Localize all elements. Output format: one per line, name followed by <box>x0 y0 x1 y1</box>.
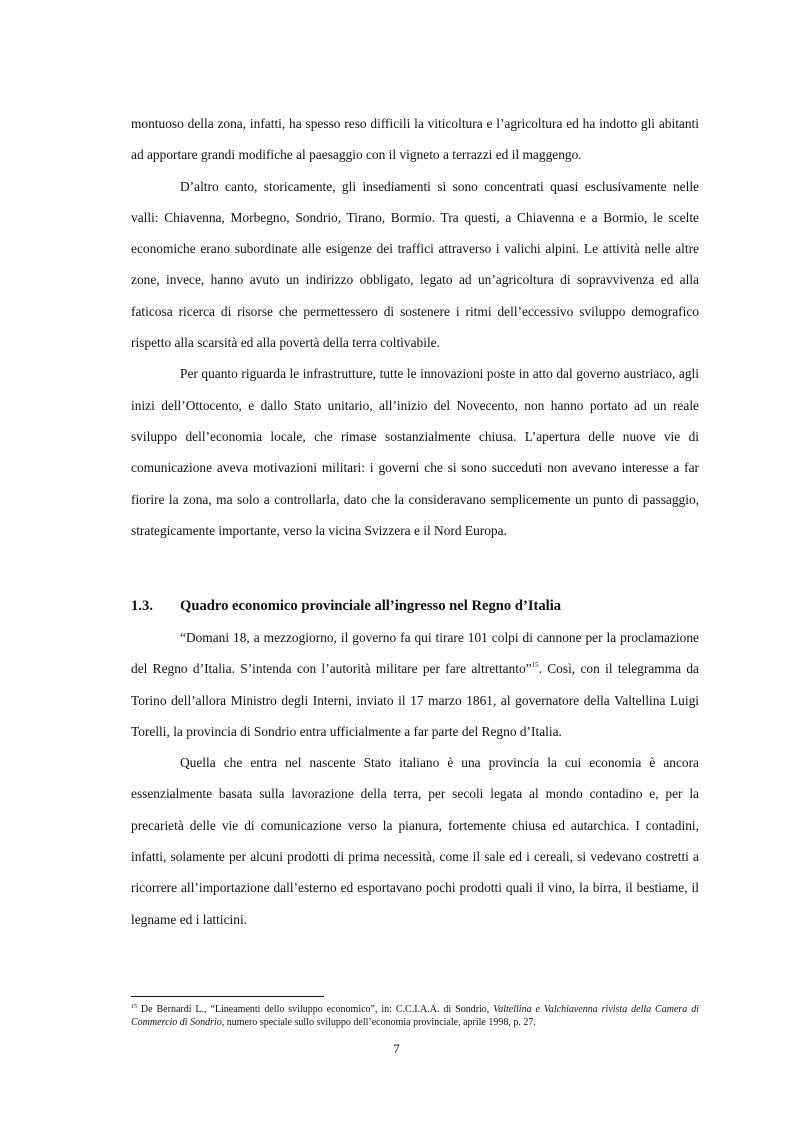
footnote-text-b: , numero speciale sullo sviluppo dell’economia provinciale, aprile 1998, p. 27. <box>221 1017 536 1028</box>
paragraph-1: montuoso della zona, infatti, ha spesso reso difficili la viticoltura e l’agricoltura ed ha indotto gli abitanti ad apportare grandi modifiche al paesaggio con il vigneto a terrazzi ed il maggengo. <box>131 116 699 163</box>
body-text-upper <box>131 108 699 546</box>
paragraph-4-quote: “Domani 18, a mezzogiorno, il governo fa qui tirare 101 colpi di cannone per la proclamazione del Regno d’Italia. S’intenda con l’autorità militare per fare altrettanto” <box>131 630 699 677</box>
paragraph-3: Per quanto riguarda le infrastrutture, tutte le innovazioni poste in atto dal governo austriaco, agli inizi dell’Ottocento, e dallo Stato unitario, all’inizio del Novecento, non hanno portato ad un reale sviluppo dell’economia locale, che rimase sostanzialmente chiusa. L’apertura delle nuove vie di comunicazione aveva motivazioni militari: i governi che si sono succeduti non avevano interesse a far fiorire la zona, ma solo a controllarla, dato che la consideravano semplicemente un punto di passaggio, strategicamente importante, verso la vicina Svizzera e il Nord Europa. <box>131 366 699 538</box>
section-title: Quadro economico provinciale all’ingresso nel Regno d’Italia <box>180 598 562 614</box>
footnote-number: 15 <box>131 1004 137 1010</box>
section-number: 1.3. <box>131 598 153 614</box>
paragraph-4 <box>131 622 699 747</box>
footnote-reference[interactable]: 15 <box>531 661 539 670</box>
page-number: 7 <box>393 1041 400 1056</box>
section-heading <box>131 596 699 616</box>
paragraph-4-rest: . Così, con il telegramma da Torino dell’allora Ministro degli Interni, inviato il 17 marzo 1861, al governatore della Valtellina Luigi Torelli, la provincia di Sondrio entra ufficialmente a far parte del Regno d’Italia. <box>131 661 699 739</box>
footnote-text-a: De Bernardi L., “Lineamenti dello sviluppo economico”, in: C.C.I.A.A. di Sondrio, <box>137 1004 494 1015</box>
body-text-lower <box>131 622 699 935</box>
footnote-divider <box>131 996 324 997</box>
footnote-journal-title: Valtellina e Valchiavenna rivista della Camera di Commercio di Sondrio <box>131 1004 699 1028</box>
paragraph-5: Quella che entra nel nascente Stato italiano è una provincia la cui economia è ancora essenzialmente basata sulla lavorazione della terra, per secoli legata al mondo contadino e, per la precarietà delle vie di comunicazione verso la pianura, fortemente chiusa ed autarchica. I contadini, infatti, solamente per alcuni prodotti di prima necessità, come il sale ed i cereali, si vedevano costretti a ricorrere all’importazione dall’esterno ed esportavano pochi prodotti quali il vino, la birra, il bestiame, il legname ed i latticini. <box>131 755 699 927</box>
paragraph-2: D’altro canto, storicamente, gli insediamenti si sono concentrati quasi esclusivamente nelle valli: Chiavenna, Morbegno, Sondrio, Tirano, Bormio. Tra questi, a Chiavenna e a Bormio, le scelte economiche erano subordinate alle esigenze dei traffici attraverso i valichi alpini. Le attività nelle altre zone, invece, hanno avuto un indirizzo obbligato, legato ad un’agricoltura di sopravvivenza ed alla faticosa ricerca di risorse che permettessero di sostenere i ritmi dell’eccessivo sviluppo demografico rispetto alla scarsità ed alla povertà della terra coltivabile. <box>131 178 699 351</box>
footnote <box>131 1003 699 1029</box>
